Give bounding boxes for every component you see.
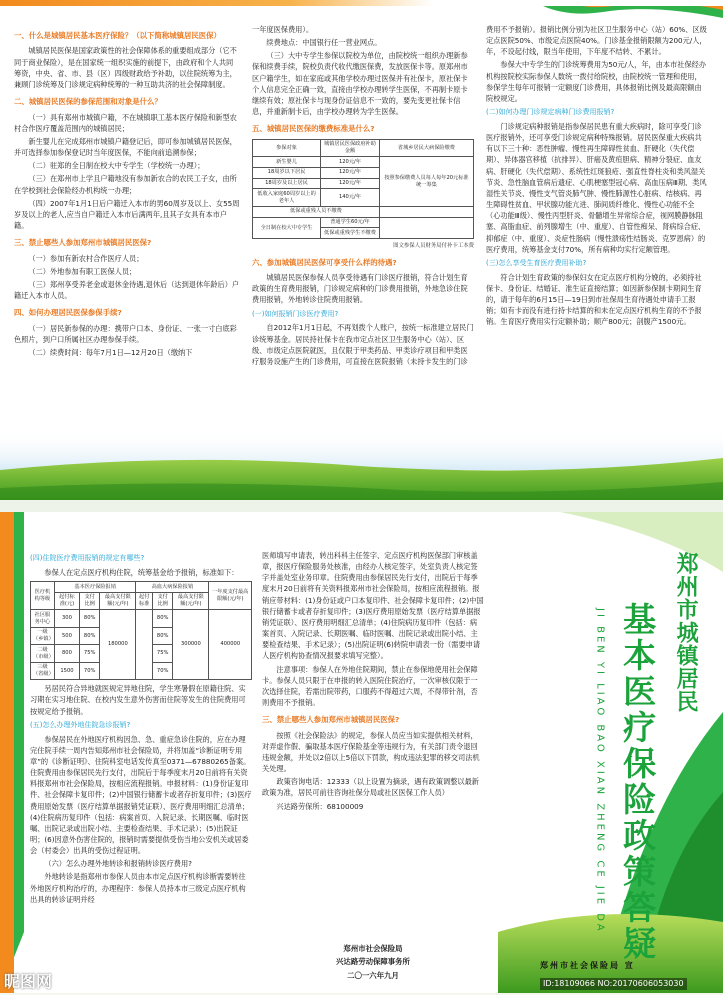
- table-header: 省城乡居民大病保险缴费: [379, 139, 473, 157]
- table-cell: 18周岁以下居民: [253, 167, 321, 178]
- paragraph: 费用不予报销）。报销比例分别为社区卫生服务中心（站）60%、区级定点医院50%、市级定点医院40%。门诊基金报销限额为200元/人，年，不设起付线，限当年使用，下年度不结转、不累计。: [486, 25, 707, 57]
- page-gap: [0, 500, 723, 512]
- paragraph: （六）怎么办理外地转诊和报销转诊医疗费用?: [44, 859, 192, 869]
- table-subheader: 起付标准: [136, 592, 153, 610]
- section-heading: 三、禁止哪些人参加郑州市城镇居民医保?: [14, 238, 152, 248]
- paragraph: 新生婴儿在完成郑州市城镇户籍登记后，即可参加城镇居民医保，并可选择参加参保登记时当年度医保，不能向前追溯参保；: [14, 136, 237, 158]
- signature-date: 二〇一六年九月: [347, 970, 399, 980]
- grass-field-decoration: [0, 430, 723, 500]
- paragraph: 一年度医保费用）。: [252, 25, 314, 34]
- table-cell: 800: [54, 645, 79, 663]
- cover-title-small: 郑州市城镇居民: [673, 552, 699, 713]
- paragraph: 自2012年1月1日起，不再划拨个人账户，按统一标准建立居民门诊统筹基金。居民持社保卡在我市定点社区卫生服务中心（站）、区级、市级定点医院就医，且仅限于甲类药品、甲类诊疗项目和甲类医疗服务设施产生的门诊费用，可直接在医院报销（未持卡发生的门诊: [252, 323, 474, 366]
- table-header: 医疗机构等级: [31, 582, 55, 610]
- paragraph: （一）具有郑州市城镇户籍，不在城镇职工基本医疗保险和新型农村合作医疗覆盖范围内的城镇居民；: [14, 112, 237, 133]
- table-cell: 500: [54, 627, 79, 645]
- paragraph: 参保居民在外地医疗机构因急、急、重症急诊住院的，应在办理完住院手续一周内告知郑州市社会保险局，并将加盖“诊断证明专用章”的《诊断证明》、住院科室电话发传真至0371—67880265备案。住院费用由参保居民先行支付，出院后于每季度末月20日前将有关资料报郑州市社会保险局，按相应流程报销。申报材料：(1)身份证复印件、社会保障卡复印件；(2)中国银行储蓄卡或者存折复印件；(3)医疗费用原始发票（医疗结算单据报销凭证联）、医疗费用明细汇总清单；(4)住院病历复印件（包括：病案首页、入院记录、长期医嘱、临时医嘱、出院记录或出院小结、主要检查结果、手术记录）；(5)出院证明；(6)因意外伤害住院的，报销时需要提供受伤当地公安机关或居委会（村委会）出具的受伤过程证明。: [30, 734, 252, 856]
- table-subheader: 最高支付限额(元/年): [100, 592, 136, 610]
- section-heading: 二、城镇居民医保的参保范围和对象是什么？: [14, 97, 162, 107]
- table-cell: 1500: [54, 662, 79, 680]
- table-cell: 70%: [80, 662, 100, 680]
- paragraph: 城镇居民医保是国家政策性的社会保障体系的重要组成部分（它不同于商业保险），是在国家统一组织实施的前提下，由政府和个人共同筹资，中央、省、市、县（区）四级财政给予补助，以住院统筹为主，兼顾门诊统筹及门诊规定病种统筹的一种互助共济的社会保障制度。: [14, 46, 237, 89]
- paragraph: 外地转诊是指郑州市参保人员由本市定点医疗机构诊断需要转往外地医疗机构治疗的，办理程序：参保人员持本市三级定点医疗机构出具的转诊证明并经: [30, 872, 246, 904]
- paragraph: （二）驻郑的全日制在校大中专学生（学校统一办理）；: [28, 161, 205, 171]
- cover-title-big: 基本医疗保险政策答疑: [618, 602, 658, 962]
- cover-pinyin: JI BEN YI LIAO BAO XIAN ZHENG CE JIE DA: [594, 608, 606, 934]
- paragraph: 政策咨询电话：12333（以上设置为摘录，遇有政策调整以最新政策为准，居民可前往咨询社保分局或社区医保工作人员）: [262, 777, 479, 798]
- paragraph: 另居民符合异地就医规定异地住院，学生寒暑假在原籍住院、实习期在实习地住院、在校内发生意外伤害而住院等发生的住院费用可按规定给予报销。: [30, 684, 246, 716]
- paragraph: 符合计划生育政策的参保妇女在定点医疗机构分娩的，必须持社保卡、身份证、结婚证、准生证直接结算；如因新参保制卡期间生育的，请于每年的6月15日—19日到市社保局生育待遇处申请手工报销；如有卡而没有进行持卡结算的和未在定点医疗机构生育的不予报销。生育医疗费用实行定额补助；顺产800元；剖腹产1500元。: [486, 272, 702, 327]
- paragraph: （二）续费时间：每年7月1日—12月20日（缴纳下: [28, 348, 193, 357]
- table-cell: 70%: [153, 662, 173, 680]
- paragraph: 参保人在定点医疗机构住院，统筹基金给予报销，标准如下：: [44, 567, 239, 577]
- signature-line: 郑州市社会保险局: [343, 944, 403, 953]
- top-orange-band: [0, 0, 723, 6]
- paragraph: （四）2007年1月1日后户籍迁入本市的男60周岁及以上、女55周岁及以上的老人,应当自户籍迁入本市后满两年,且其子女具有本市户籍。: [14, 198, 240, 230]
- table-cell: [136, 610, 153, 680]
- section-heading: 六、参加城镇居民医保可享受什么样的待遇?: [252, 257, 397, 267]
- table-subheader: 支付比例: [153, 592, 173, 610]
- table-cell: [379, 217, 473, 239]
- table-cell: 75%: [80, 645, 100, 663]
- subsection-heading: (一)如何报销门诊医疗费用?: [252, 309, 339, 318]
- table-cell: 低保或重残人员不缴费: [253, 206, 380, 217]
- table-header: 高血大病保险报销: [136, 582, 209, 593]
- table-cell: 300000: [173, 610, 209, 680]
- table-cell: 140元/年: [321, 189, 380, 207]
- table-subheader: 最高支付限额(元/年): [173, 592, 209, 610]
- paragraph: 城镇居民医保参保人员享受待遇有门诊医疗报销，符合计划生育政策的生育费用报销，门诊规定病种的门诊费用报销，外地急诊住院费用报销，外地转诊住院费用报销。: [252, 273, 468, 305]
- paragraph: 按照《社会保险法》的规定，参保人员应当如实提供相关材料，对弄虚作假、骗取基本医疗保险基金等违规行为，有关部门责令退回违规金额，并处以2倍以上5倍以下罚款，构成违法犯罪的移交司法机关处理。: [262, 730, 480, 774]
- table-cell: 普通学生60元/年: [321, 217, 380, 228]
- table-cell: 80%: [153, 627, 173, 645]
- paragraph: （二）外地参加有职工医保人员；: [28, 266, 137, 276]
- table-cell: 180000: [100, 610, 136, 680]
- watermark-id: ID:18109066 NO:20170606053030: [540, 978, 687, 990]
- table-cell: 80%: [80, 627, 100, 645]
- section-heading: 三、禁止哪些人参加郑州市城镇居民医保?: [262, 715, 400, 725]
- subsection-heading: (四)住院医疗费用报销的规定有哪些?: [30, 554, 145, 562]
- table-cell: 按照参保缴费人员每人每年20元标准统一筹集: [379, 157, 473, 207]
- table-cell: 400000: [209, 610, 252, 680]
- paragraph: （一）参加有新农村合作医疗人员；: [28, 253, 144, 263]
- brochure-cover-page: [0, 512, 723, 993]
- table-cell: 120元/年: [321, 178, 380, 189]
- table-cell: 新生婴儿: [253, 157, 321, 168]
- table-header: 一年度支付最高限额(元/年): [209, 582, 252, 610]
- column-1: [14, 24, 240, 360]
- table-cell: 低保或重残学生不缴费: [321, 228, 380, 239]
- table-cell: 二级（市级）: [31, 645, 55, 663]
- column-3: [486, 24, 708, 329]
- table-cell: 75%: [153, 645, 173, 663]
- table-cell: 18周岁及以上居民: [253, 178, 321, 189]
- table-cell: 300: [54, 610, 79, 628]
- table-cell: 低收入家庭60周岁以上的老年人: [253, 189, 321, 207]
- paragraph: （一）居民新参保的办理：携带户口本、身份证、一张一寸白底彩色照片，到户口所属社区办理参保手续。: [14, 323, 237, 344]
- subsection-heading: (三)怎么享受生育医疗费用补助?: [486, 258, 587, 267]
- table-cell: 120元/年: [321, 167, 380, 178]
- paragraph: （三）大中专学生参保以院校为单位，由院校统一组织办理新参保和续费手续，院校负责代收代缴医保费，发放医保卡等。原郑州市区户籍学生，如在家庭或其他学校办理过医保并有社保卡，原社保卡个人信息完全正确一致，直接由学校办理转学生医保，不再制卡原卡继续有效；原社保卡与现身份证信息不一致的，要先变更社保卡信息，并重新制卡后，由学校办理转为学生医保。: [252, 51, 468, 117]
- table-cell: 一级（乡镇）: [31, 627, 55, 645]
- table-caption: 图文参保人员财务局付补卡工本费: [393, 243, 474, 250]
- column-2: [252, 24, 474, 369]
- column-1: [30, 550, 252, 907]
- paragraph: 医师填写申请表，转出科科主任签字、定点医疗机构医保部门审核盖章，报医疗保险服务处核准，由经办人核定签字，处室负责人核定签字并盖处室业务印章。住院费用由参保居民先行支付，出院后于每季度末月20日前将有关资料报郑州市社会保险局，按相应流程报销。报销应带材料：(1)身份证或户口本复印件、社会保障卡复印件；(2)中国银行储蓄卡或者存折复印件；(3)医疗费用原始发票（医疗结算单据报销凭证联）、医疗费用明细汇总清单；(4)住院病历复印件（包括：病案首页、入院记录、长期医嘱、临时医嘱、出院记录或出院小结、主要检查结果、手术记录）；(5)出院证明(6)转院申请表一份（需要申请人医疗机构协查情况报要求填写完整）。: [262, 551, 484, 661]
- table-cell: 120元/年: [321, 157, 380, 168]
- table-cell: 80%: [80, 610, 100, 628]
- subsection-heading: (二)如何办理门诊规定病种门诊费用报销?: [486, 108, 615, 117]
- table-header: 城镇居民医保政府补助金额: [321, 139, 380, 157]
- section-heading: 五、城镇居民医保的缴费标准是什么?: [252, 124, 375, 134]
- paragraph: 兴达路劳保所：68100009: [276, 801, 364, 811]
- paragraph: （三）在郑州市上学且户籍地没有参加新农合的农民工子女，由所在学校到社会保险经办机构统一办理；: [14, 174, 237, 195]
- fee-standard-table: [252, 139, 474, 240]
- table-cell: [379, 206, 473, 217]
- column-2: [262, 550, 484, 814]
- table-subheader: 起付标准(元): [54, 592, 79, 610]
- table-subheader: 支付比例: [80, 592, 100, 610]
- watermark-logo: 昵图网: [4, 972, 53, 991]
- paragraph: 续费地点：中国银行任一营业网点。: [266, 38, 382, 48]
- subsection-heading: (五)怎么办理外地住院急诊报销?: [30, 720, 131, 729]
- hospitalization-reimbursement-table: [30, 581, 252, 680]
- table-cell: 三级（省级）: [31, 662, 55, 680]
- paragraph: （三）郑州享受养老金或退休金待遇,退休后（达到退休年龄后）户籍迁入本市人员。: [14, 279, 240, 301]
- signature-block: [262, 942, 484, 982]
- cover-issuer: 郑州市社会保险局 宣: [540, 961, 635, 970]
- table-cell: 80%: [153, 610, 173, 628]
- section-heading: 一、什么是城镇居民基本医疗保险？（以下简称城镇居民医保）: [14, 31, 221, 40]
- paragraph: 门诊规定病种报销是指参保居民患有重大疾病时，除可享受门诊医疗报销外，还可享受门诊规定病种特殊报销。居民医保重大疾病共有以下三十种：恶性肿瘤、慢性再生障碍性贫血、肝硬化（失代偿期）、异体器官移植（抗排异）、肝癌及黄疸胆病、精神分裂症、血友病、肝硬化（失代偿期）、系统性红斑狼疮、强直性脊柱炎和类风湿关节炎、急性脑血管病后遗症、心肌梗塞型冠心病、高血压病Ⅲ期、类风湿性关节炎、慢性支气管炎肺气肿、慢性肺源性心脏病、结核病、再生障碍性贫血、甲状腺功能亢进、肺间质纤维化、慢性心功能不全（心功能Ⅲ级）、慢性丙型肝炎、骨髓增生异常综合症，视网膜静脉阻塞、高脂血症、前列腺增生（中、重度）、自管性痴呆、肾病综合症、抑郁症（中、重度）、炎症性肠病（慢性溃疡性结肠炎、克罗恩病）的医疗费用，统筹基金支付70%，所有病种均实行定额管理。: [486, 121, 707, 254]
- table-cell: 社区服务中心: [31, 610, 55, 628]
- paragraph: 注意事项：参保人在外地住院期间，禁止在参保地使用社会保障卡。参保人员只限于在申报的转入医院住院治疗，一次审核仅限于一次选择住院，若需出院带药，口服药不得超过六周，不得带针剂，否则费用不予报销。: [262, 664, 478, 708]
- table-cell: 全日制在校大中专学生: [253, 217, 321, 239]
- section-heading: 四、如何办理居民医保参保手续?: [14, 308, 122, 318]
- signature-line: 兴达路劳动保障事务所: [336, 957, 410, 967]
- paragraph: 参保大中专学生的门诊统筹费用为50元/人，年，由本市社保经办机构按院校实际参保人数统一拨付给院校，由院校统一管理和使用，参保学生每年可报销一定额度门诊费用，具体报销比例及最高限额由院校规定。: [486, 60, 707, 103]
- table-header: 参保对象: [253, 139, 321, 157]
- table-header: 基本医疗保险报销: [54, 582, 136, 593]
